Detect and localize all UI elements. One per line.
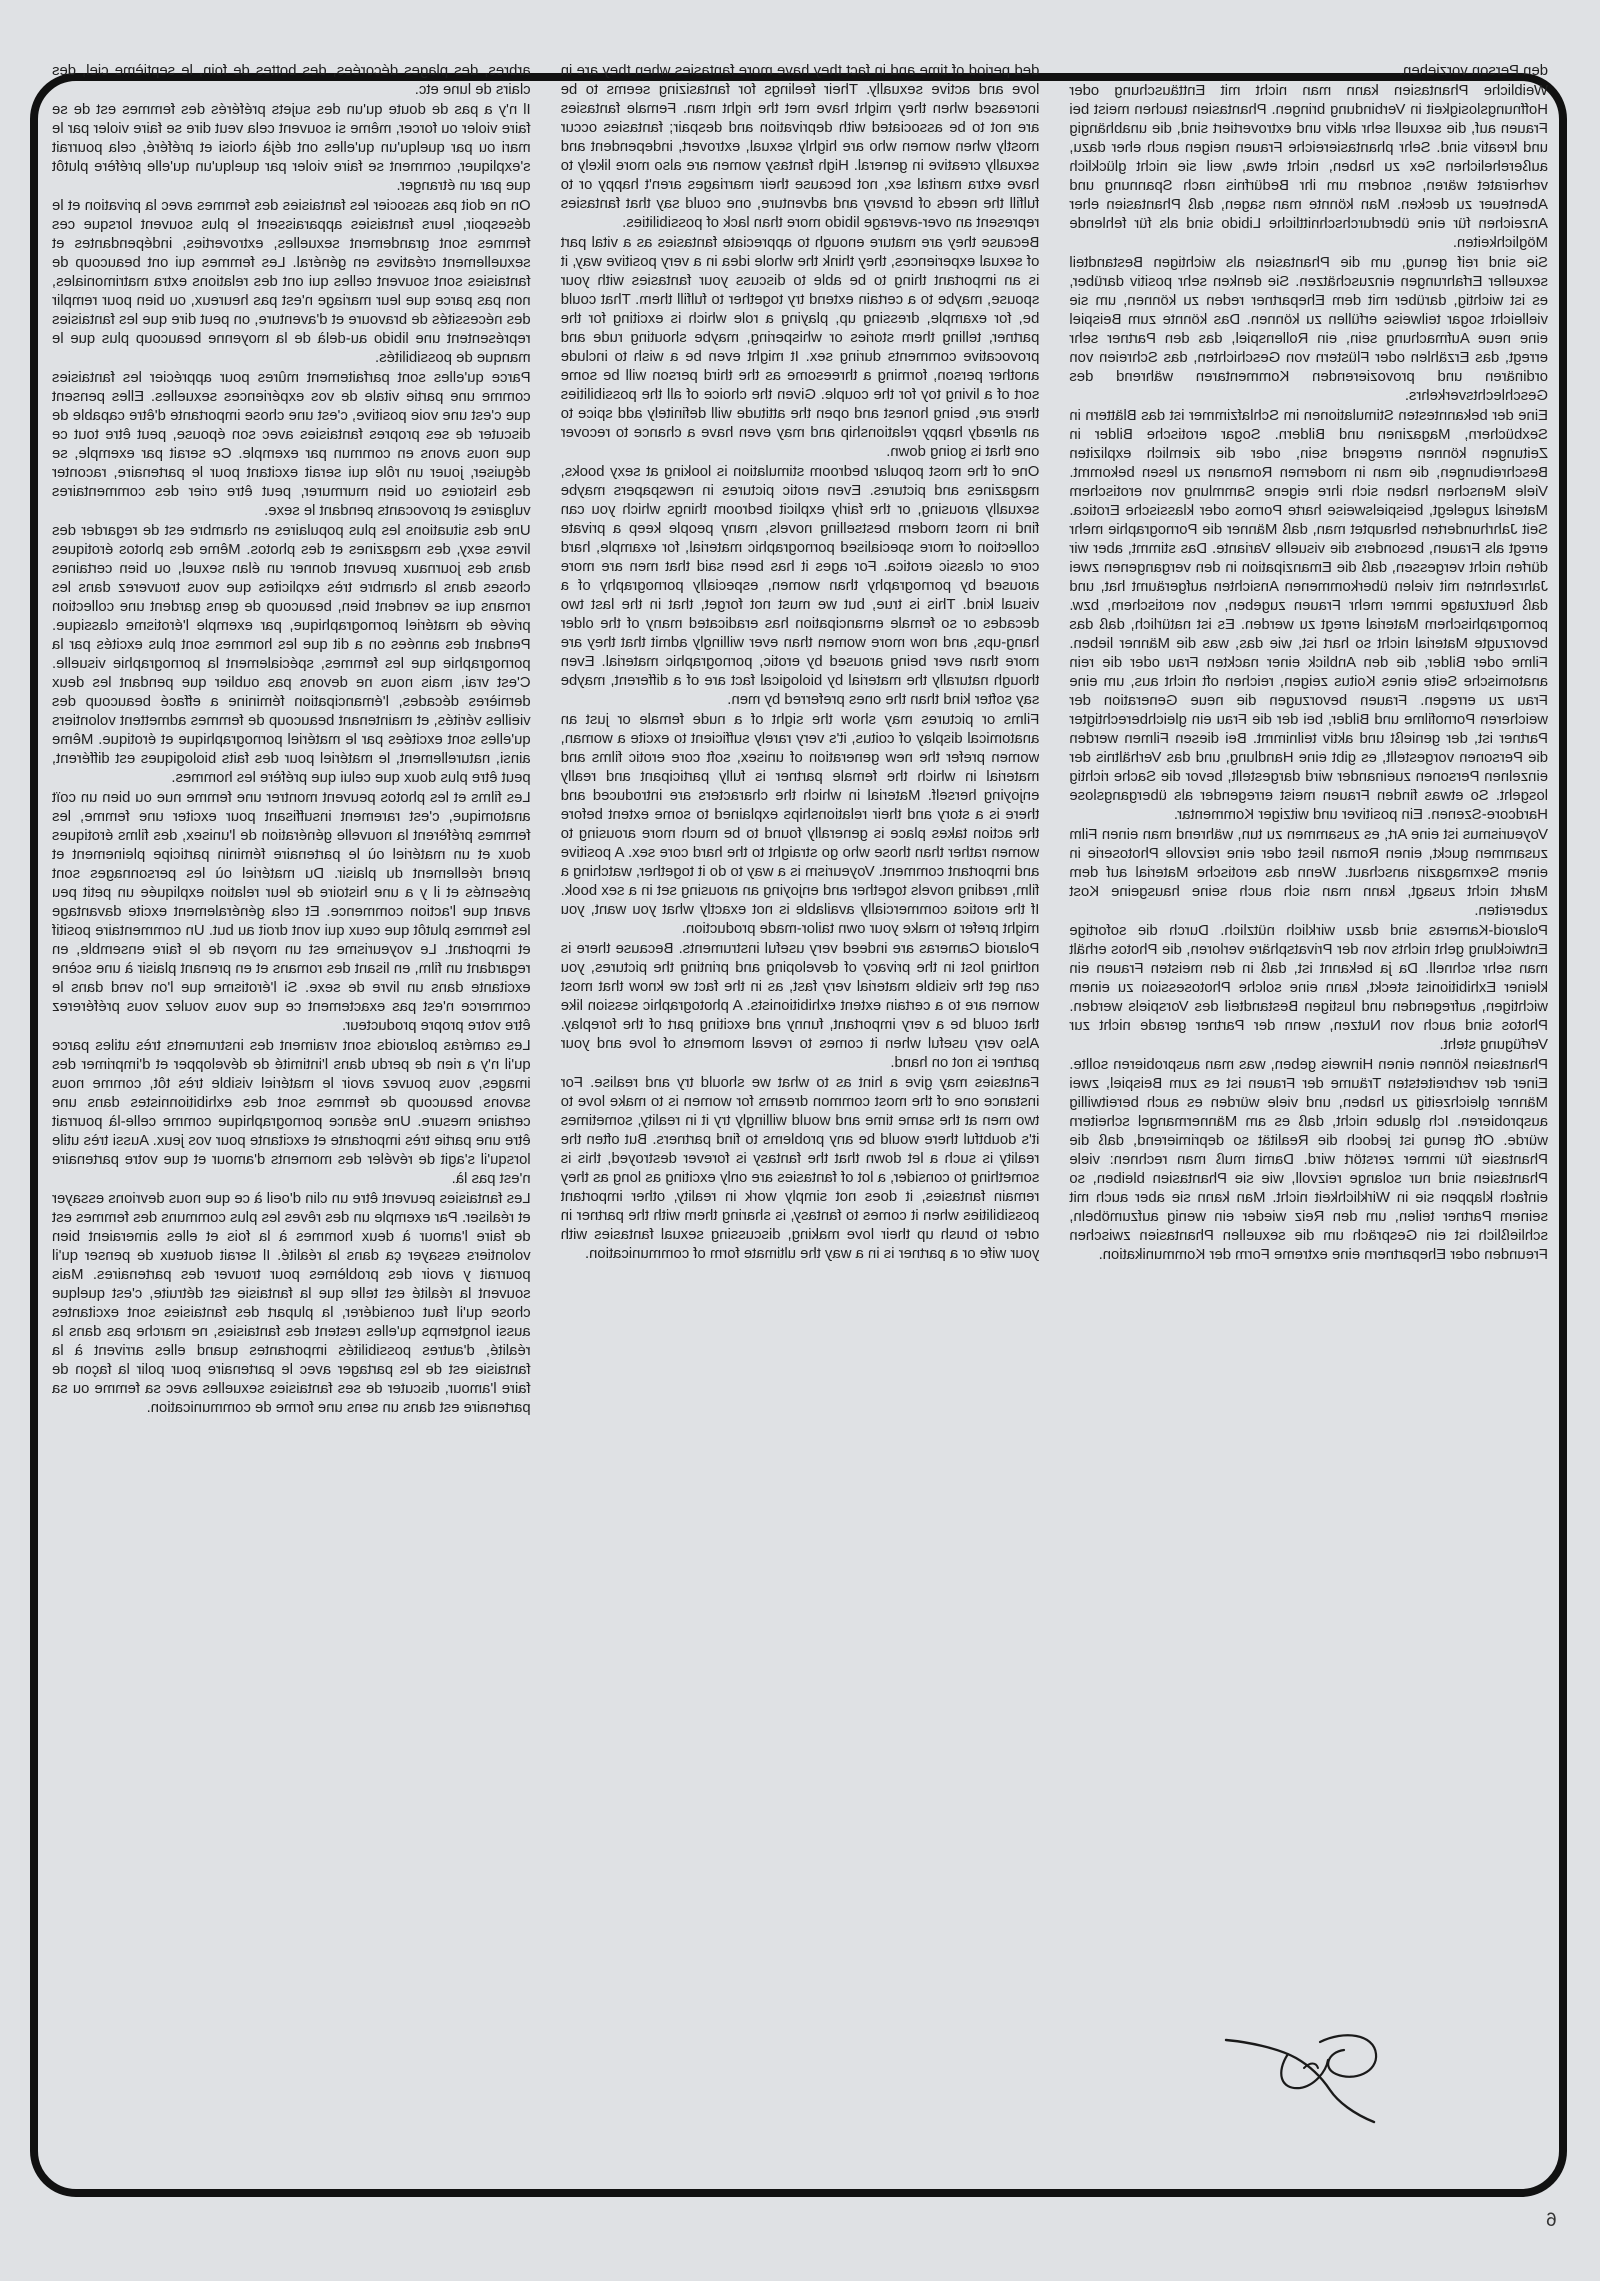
paragraph: Fantasies may give a hint as to what we should try and realise. For instance one of the most common dreams for women is to make love to two men at the same time and would willingly try it in reality, sometimes it's doubtful there would be any problems to find partners. But often the reality is such a let down that the fantasy is forever destroyed, this is something to consider, a lot of fantasies are only exciting as long as they remain fantasies, it does not simply work in reality, other important possibilities when it comes to fantasy, is sharing them with the partner in order to brush up their love making, discussing sexual fantasies with your wife or a partner is in a way the ultimate form of communication. xyxy=(560,1075,1040,1262)
paragraph: Films or pictures may show the sight of a nude female or just an anatomical display of coitus, it's very rarely sufficient to excite a woman, women prefer the new generation of unisex, soft core erotic films and material in which the female partner is fully participant and really enjoying herself. Material in which the characters are introduced and there is a story and their relationships explained to some extent before the action takes place is generally found to be much more arousing to women rather than those who go straight to the hard core sex. A positive and important comment. Voyeurism is a way to do it together, watching a film, reading novels together and enjoying an arousing set in a sex book. If the erotica commercially available is not exactly what you want, you might prefer to make your own tailor-made production. xyxy=(560,712,1040,937)
paragraph: Il n'y a pas de doute qu'un des sujets préférés des femmes est de se faire violer ou forcer, même si souvent cela veut dire se faire violer par le mari ou par quelqu'un qu'elles ont déjà choisi et préféré, cela pourrait s'expliquer, comment se faire violer par quelqu'un qu'elle préfère plutôt que par un étranger. xyxy=(51,102,531,194)
paragraph: Weibliche Phantasien kann man nicht mit Enttäuschung oder Hoffnungslosigkeit in Verbindung bringen. Phantasien tauchen meist bei Frauen auf, die sexuell sehr aktiv und extrovertiert sind, die unabhängig und kreativ sind. Sehr phantasiereiche Frauen neigen auch eher dazu, außerehelichen Sex zu haben, nicht etwa, weil sie nicht glücklich verheiratet wären, sondern um ihr Bedürfnis nach Spannung und Abenteuer zu decken. Man könnte man sagen, daß Phantasien eher Anzeichen für eine überdurchschnittliche Libido sind als für fehlende Möglichkeiten. xyxy=(1069,83,1548,251)
paragraph: Une des situations les plus populaires en chambre est de regarder des livres sexy, des magazines et des photos. Même des photos érotiques dans des journaux peuvent donner un élan sexuel, ou bien certaines choses dans la chambre très explicites que vous trouverez dans les romans qui se vendent bien, beaucoup de gens gardent une collection privée de matériel pornographique, par exemple l'érotisme classique. Pendant des années on a dit que les hommes sont plus excités par la pornographie que les femmes, spécialement la pornographie visuelle. C'est vrai, mais nous ne devons pas oublier que pendant les deux dernières décades, l'émancipation féminine a effacé beaucoup des vieilles vérités, et maintenant beaucoup de femmes admettent volontiers qu'elles sont excitées par le matériel pornographique et érotique. Même ainsi, naturellement, le matériel pour des faits biologiques est différent, peut être plus doux que celui que préfère les hommes. xyxy=(51,523,531,786)
paragraph: Les films et les photos peuvent montrer une femme nue ou bien un coït anatomique, c'est rarement insuffisant pour exciter une femme, les femmes préfèrent la nouvelle génération de l'unisex, des films érotiques doux et un matériel où le partenaire féminin participe pleinement et prend réellement du plaisir. Du matériel où les personnages sont présentés et il y a une histoire de leur relation expliquée un petit peu avant que l'action commence. Et cela généralement excite davantage les femmes plutôt que ceux qui vont droit au but. Un commentaire positif et important. Le voyeurisme est un moyen de le faire ensemble, en regardant un film, en lisant des romans et en prenant plaisir à une scène excitante dans un livre de sexe. Si l'érotisme que l'on vend dans le commerce n'est pas exactement ce que vous voulez vous préférerez être votre propre producteur. xyxy=(51,790,531,1034)
paragraph: Voyeurismus ist eine Art, es zusammen zu tun, während man einen Film zusammen guckt, einen Roman liest oder eine reizvolle Photoserie in einem Sexmagazin anschaut. Wenn das erotische Material auf dem Markt nicht zusagt, kann man sich auch seine hausgeine Kost zubereiten. xyxy=(1069,827,1548,919)
paragraph: On ne doit pas associer les fantaisies des femmes avec la privation et le désespoir, leurs fantaisies apparaissent le plus souvent lorsque ces femmes sont grandement sexuelles, extroverties, indépendantes et sexuellement créatives en général. Les femmes qui ont beaucoup de fantaisies sont souvent celles qui ont des relations extra matrimoniales, non pas parce que leur mariage n'est pas heureux, ou bien pour remplir des nécessités de bravoure et d'aventure, on peut dire que les fantaisies représentent une libido au-delà de la moyenne beaucoup plus que le manque de possibilités. xyxy=(51,198,531,366)
paragraph: Eine der bekanntesten Stimulationen im Schlafzimmer ist das Blättern in Sexbüchern, Magazinen und Bildern. Sogar erotische Bilder in Zeitungen können erregend sein, oder die ziemlich expliziten Beschreibungen, die man in modernen Romanen zu lesen bekommt. Viele Menschen haben sich ihre eigene Sammlung von erotischem Material zugelegt, beispielsweise harte Pornos oder klassische Erotica. Seit Jahrhunderten behauptet man, daß Männer die Pornographie mehr erregt als Frauen, besonders die visuelle Variante. Das stimmt, aber wir dürfen nicht vergessen, daß die Emanzipation in den vergangenen zwei Jahrzehnten mit vielen überkommenen Ansichten aufgeräumt hat, und daß heutzutage immer mehr Frauen zugeben, von erotischem, bzw. pornographischem Material erregt zu werden. Es ist natürlich, daß das bevorzugte Material nicht so hart ist, wie das, was die Männer lieben. Filme oder Bilder, die den Anblick einer nackten Frau oder die rein anatomische Seite eines Koitus zeigen, reichen oft nicht aus, um eine Frau zu erregen. Frauen bevorzugen die neue Generation der weicheren Pornofilme und Bilder, bei der die Frau ein gleichberechtigter Partner ist, der genießt und aktiv teilnimmt. Bei diesen Filmen werden die Personen vorgestellt, es gibt eine Handlung, und das Verhältnis der einzelnen Personen zueinander wird dargestellt, bevor die Sache richtig losgeht. So etwas finden Frauen meist erregender als übergangslose Hardcore-Szenen. Ein positiver und witziger Kommentar. xyxy=(1069,408,1548,823)
paragraph: Parce qu'elles sont parfaitement mûres pour apprécier les fantaisies comme une partie vitale de vos expériences sexuelles. Elles pensent que c'est une voie positive, c'est une chose importante d'être capable de discuter de ses propres fantaisies avec son épouse, peut être tout ce que nous avons en commun par exemple. Ce serait par exemple, se déguiser, jouer un rôle qui serait excitant pour le partenaire, raconter des histoires ou bien murmurer, peut être crier des commentaires vulgaires et provocants pendant le sexe. xyxy=(51,370,531,519)
paragraph: ded period of time and in fact they have more fantasies when they are in love and active sexually. Their feelings for fantasizing seems to be increased when they might have met the right man. Female fantasies are not to be associated with deprivation and despair; fantasies occur mostly when women who are highly sexual, extrovert, independent and sexually creative in general. High fantasy women are also more likely to have extra marital sex, not because their marriages aren't happy or to fulfill the needs of bravery and adventure, one could say that fantasies represent an over-average libido more than lack of possibilities. xyxy=(560,63,1040,231)
text-column-german xyxy=(1069,62,1548,2162)
paragraph: Polaroid-Kameras sind dazu wirklich nützlich. Durch die sofortige Entwicklung geht nichts von der Privatsphäre verloren, die Photos erhält man sehr schnell. Da ja bekannt ist, daß in den meisten Frauen ein kleiner Exhibitionist steckt, kann eine solche Photosession zu einem wichtigen, aufregenden und lustigen Bestandteil des Vorspiels werden. Photos sind auch von Nutzen, wenn der Partner gerade nicht zur Verfügung steht. xyxy=(1069,923,1548,1053)
paragraph: Les fantaisies peuvent être un clin d'oeil à ce que nous devrions essayer et réaliser. Par exemple un des rêves les plus communs des femmes est de faire l'amour à deux hommes à la fois et elles aimeraient bien volontiers essayer ça dans la réalité. Il serait douteux de penser qu'il pourrait y avoir des problèmes pour trouver des partenaires. Mais souvent la réalité est telle que la fantaisie est détruite, c'est quelque chose qu'il faut considérer, la plupart des fantaisies sont excitantes aussi longtemps qu'elles restent des fantaisies, ne marche pas dans la réalité, d'autres possibilités importantes quand elles arrivent à la fantaisie est de les partager avec le partenaire pour polir la façon de faire l'amour, discuter de ses fantaisies sexuelles avec sa femme ou sa partenaire est dans un sens une forme de communication. xyxy=(51,1191,531,1416)
mirrored-text-area xyxy=(52,62,1548,2162)
page-number: 6 xyxy=(1546,2210,1557,2231)
paragraph: arbres, des plages décorées, des bottes de foin, le septième ciel, des clairs de lune etc. xyxy=(51,63,531,98)
text-columns xyxy=(52,62,1548,2162)
paragraph: Les caméras polaroids sont vraiment des instruments très utiles parce qu'il n'y a rien de perdu dans l'intimité de développer et d'imprimer des images, vous pouvez avoir le matériel visible très tôt, comme nous savons beaucoup de femmes sont des exhibitionnistes dans une certaine mesure. Une séance pornographique comme celle-là pourrait être une partie très importante et excitante pour vos jeux. Aussi très utile lorsqu'il s'agit de révéler des moments d'amour et que votre partenaire n'est pas là. xyxy=(51,1038,531,1187)
text-column-french xyxy=(52,62,531,2162)
paragraph: Sie sind reif genug, um die Phantasien als wichtigen Bestandteil sexueller Erfahrungen einzuschätzen. Sie denken sehr positiv darüber, es ist wichtig, darüber mit dem Ehepartner reden zu können, um sie vielleicht sogar teilweise erfüllen zu können. Das könnte zum Beispiel eine neue Aufmachung sein, ein Rollenspiel, das den Partner sehr erregt, das Erzählen oder Flüstern von Geschichten, das Schreien von ordinären und provozierenden Kommentaren während des Geschlechtsverkehrs. xyxy=(1069,255,1548,404)
signature-image xyxy=(1218,2012,1388,2127)
paragraph: Polaroid Cameras are indeed very useful instruments. Because there is nothing lost in the privacy of developing and printing the pictures, you can get the visible material very fast, as in the fact we know that most women are to a certain extent exhibitionists. A photographic session like that could be a very important, funny and exciting part of the foreplay. Also very useful when it comes to reveal moments of love and your partner is not on hand. xyxy=(560,941,1040,1071)
paragraph: Because they are mature enough to appreciate fantasies as a vital part of sexual experiences, they think the whole idea in a very positive way, it is an important thing to be able to discuss your fantasies with your spouse, maybe to a certain extend try together to fulfill them. That could be, for example, dressing up, playing a role which is exciting for the partner, telling them stories or whispering, maybe shouting rude and provocative comments during sex. It might even be a wish to include another person, forming a threesome as the third person will be some sort of a living toy for the couple. Given the choice of all the possibilities there are, being honest and open the attitude will definitely add spice to an already happy relationship and may even have a chance to recover one that is going down. xyxy=(560,235,1040,460)
paragraph: den Person vorziehen. xyxy=(1398,63,1548,79)
text-column-english xyxy=(561,62,1040,2162)
paragraph: Phantasien können einen Hinweis geben, was man ausprobieren sollte. Einer der verbreitetsten Träume der Frauen ist es zum Beispiel, zwei Männer gleichzeitig zu haben, und viele würden es auch bereitwillig ausprobieren. Ich glaube nicht, daß es am Männermangel scheitern würde. Oft genug ist jedoch die Realität so deprimierend, daß die Phantasie für immer zerstört wird. Damit muß man rechnen: viele Phantasien sind nur solange reizvoll, wie sie Phantasien bleiben, so einfach klappen sie in Wirklichkeit nicht. Man kann sie aber auch mit seinem Partner teilen, um den Reiz wieder ein wenig aufzumöbeln, schließlich ist ein Gespräch um die sexuellen Phantasien zwischen Freunden oder Ehepartnern eine extreme Form der Kommunikation. xyxy=(1069,1057,1548,1263)
paragraph: One of the most popular bedroom stimulation is looking at sexy books, magazines and pictures. Even erotic pictures in newspapers maybe sexually arousing, or the fairly explicit bedroom things which you can find in most modern bestselling novels, many people keep a private collection of more specialised pornographic material, for example, hard core or classic erotica. For ages it has been said that men are more aroused by pornography than women, especially pornography of a visual kind. This is true, but we must not forget, that in the last two decades or so female emancipation has eradicated many of the older hang-ups, and now more women than ever willingly admit that they are more than ever being aroused by erotic, pornographic material. Even though naturally the material by biological fact are of a different, maybe say softer kind than the ones preferred by men. xyxy=(560,464,1040,708)
